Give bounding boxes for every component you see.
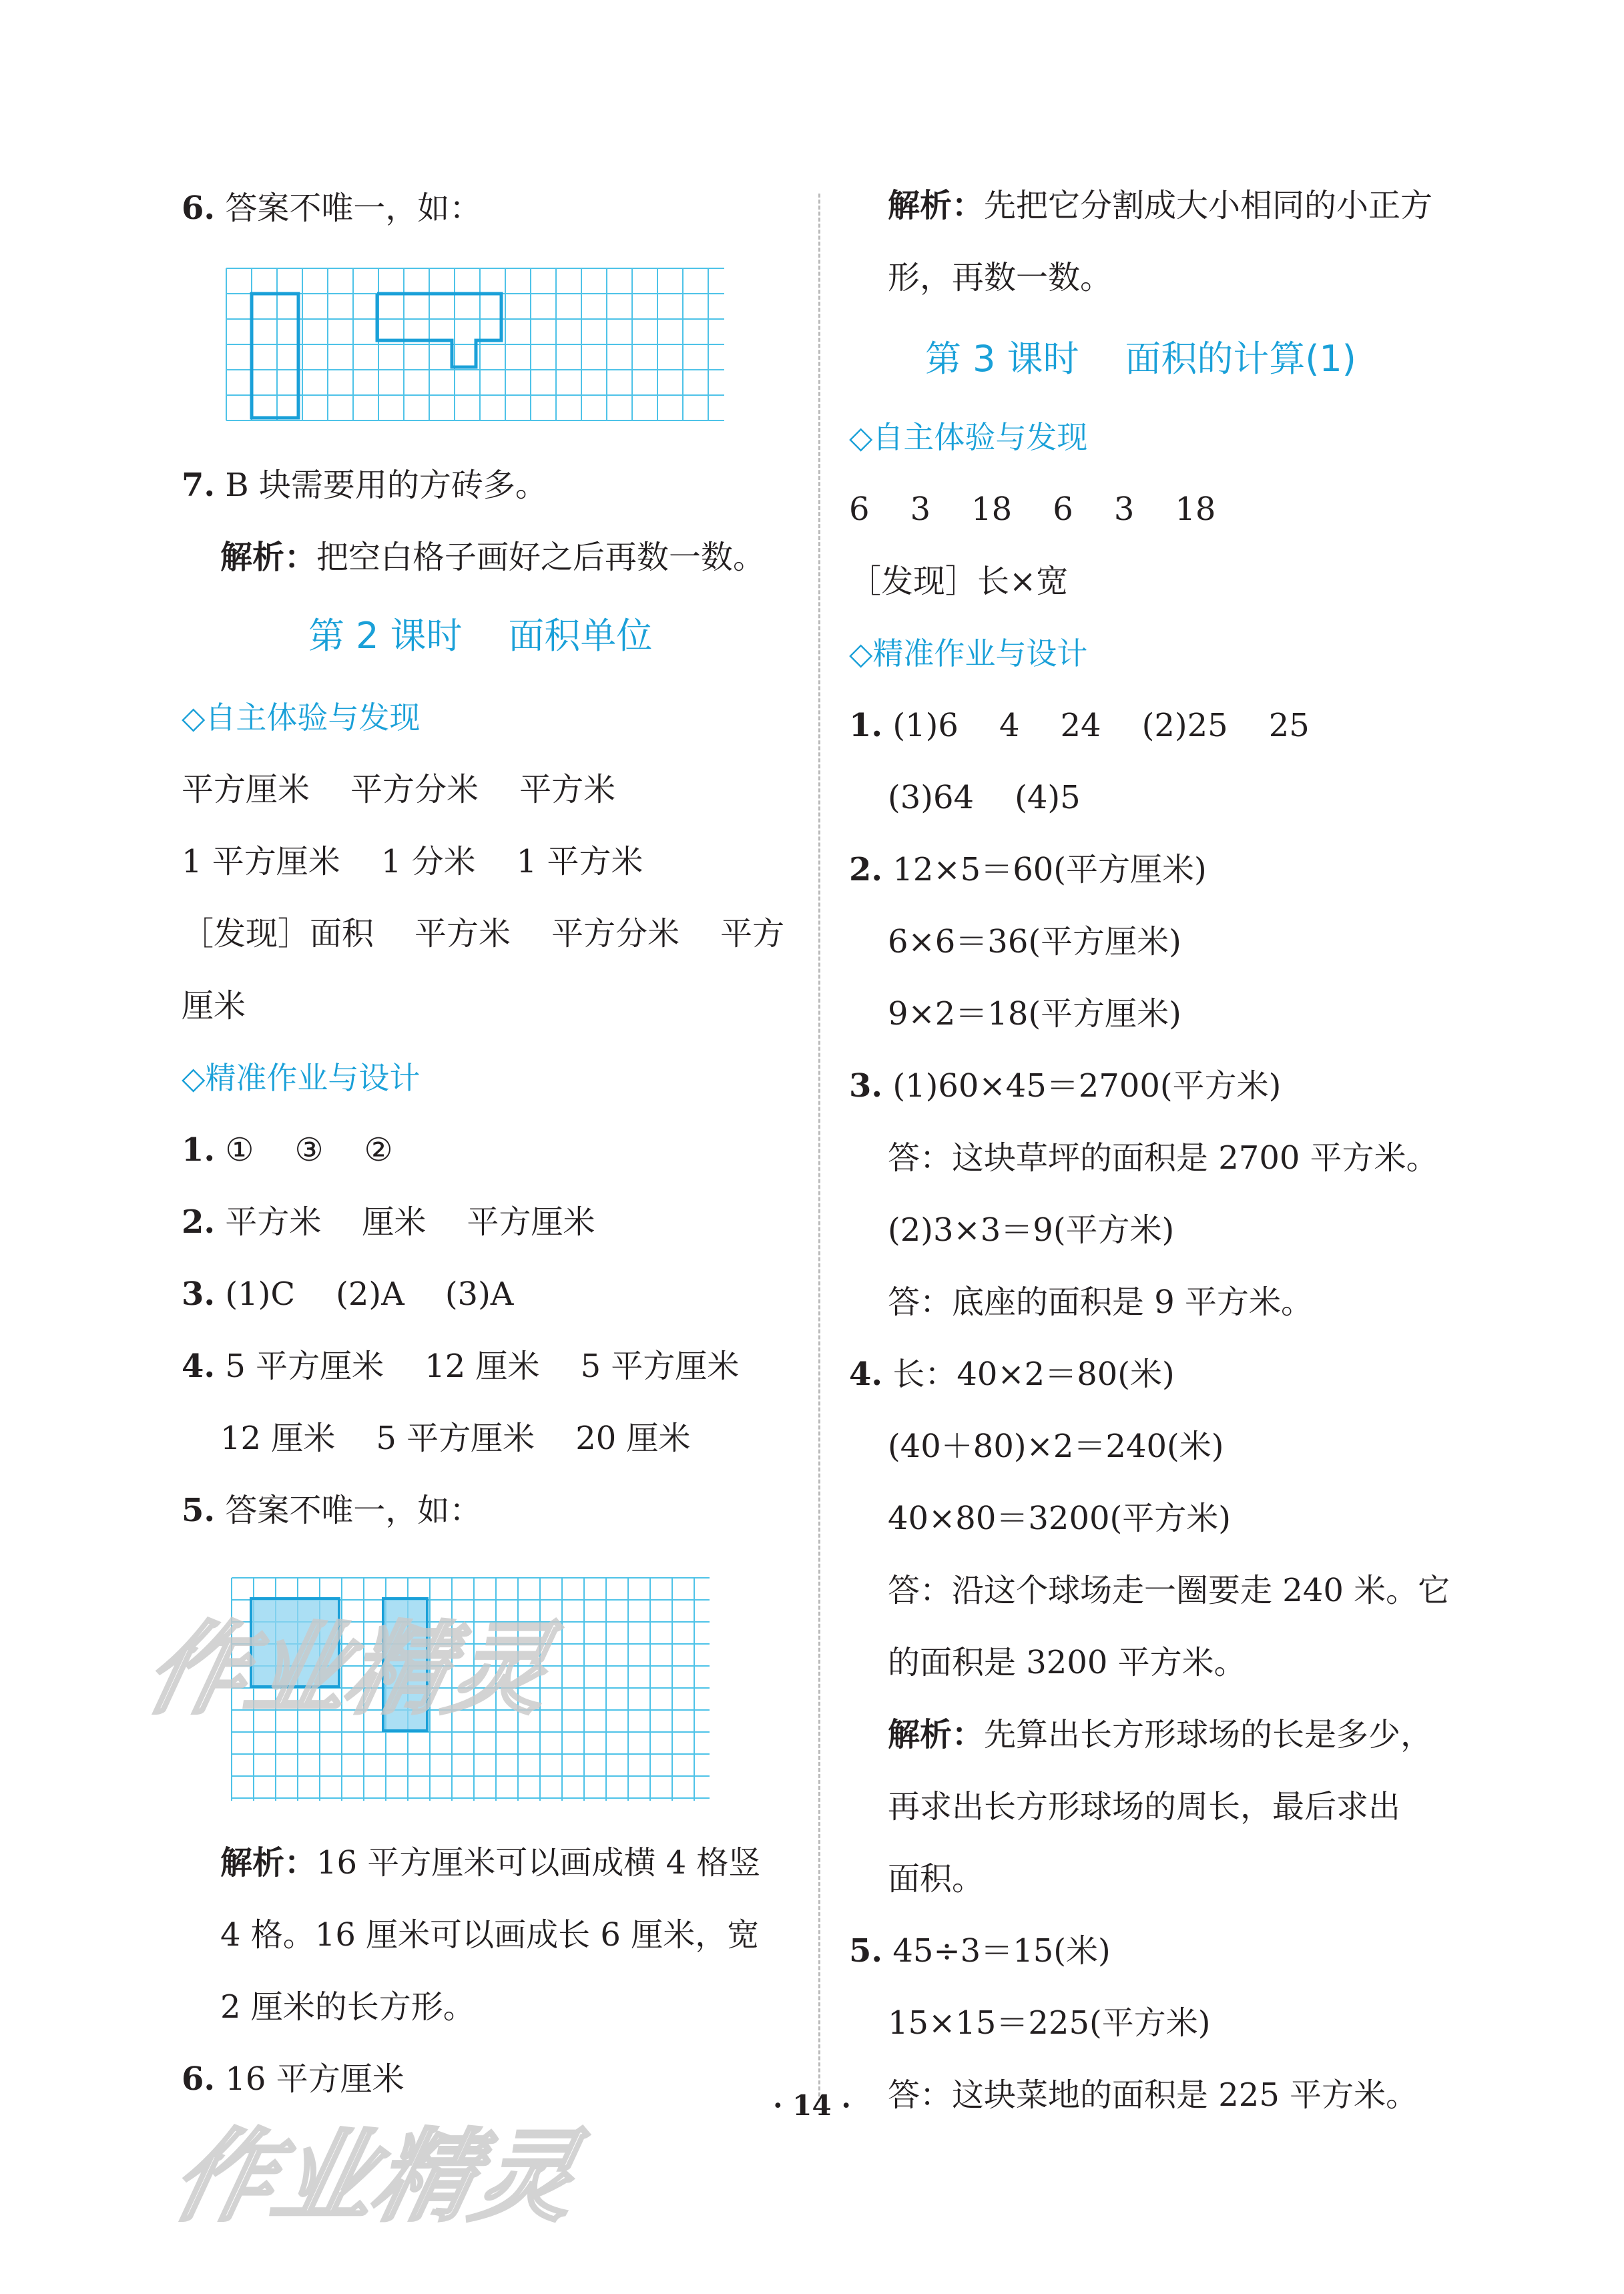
text-line: 40×80＝3200(平方米)	[888, 1500, 1231, 1537]
watermark-logo: 作业精灵	[136, 1612, 561, 1728]
q-text: 5 平方厘米 12 厘米 5 平方厘米	[225, 1348, 740, 1385]
q-text: (1)C (2)A (3)A	[225, 1275, 514, 1313]
q-number: 3.	[849, 1067, 883, 1105]
text-line: 面积。	[888, 1860, 985, 1898]
q-number: 4.	[849, 1356, 883, 1393]
lesson-3-title: 第 3 课时 面积的计算(1)	[925, 338, 1356, 380]
section-heading: ◇精准作业与设计	[849, 635, 1088, 671]
section-heading: ◇自主体验与发现	[849, 419, 1088, 455]
analysis-label: 解析：	[220, 539, 317, 576]
analysis-label: 解析：	[220, 1844, 317, 1882]
text-line: (3)64 (4)5	[888, 779, 1081, 816]
q3-line	[182, 1274, 513, 1314]
text-line: (40＋80)×2＝240(米)	[888, 1428, 1224, 1465]
q-text: 平方米 厘米 平方厘米	[225, 1203, 595, 1241]
q-number: 6.	[182, 190, 216, 227]
page-number: · 14 ·	[773, 2089, 851, 2122]
text-line: 15×15＝225(平方米)	[888, 2004, 1211, 2042]
q4-line	[849, 1354, 1175, 1394]
text-line: 2 厘米的长方形。	[220, 1988, 475, 2026]
analysis-line	[220, 537, 765, 577]
shape-l-shape	[377, 294, 501, 367]
q-text: 45÷3＝15(米)	[892, 1932, 1111, 1970]
analysis-text: 先算出长方形球场的长是多少，	[984, 1716, 1433, 1753]
q-text: 12×5＝60(平方厘米)	[892, 851, 1207, 888]
q-text: 16 平方厘米	[225, 2060, 404, 2098]
q4-line	[182, 1346, 739, 1386]
text-line: 再求出长方形球场的周长，最后求出	[888, 1788, 1401, 1825]
q-number: 2.	[182, 1203, 216, 1241]
watermark-logo: 作业精灵	[162, 2119, 588, 2235]
q-number: 1.	[182, 1131, 216, 1169]
q1-line	[849, 705, 1310, 746]
analysis-text: 16 平方厘米可以画成横 4 格竖	[316, 1844, 761, 1882]
text-line: ［发现］面积 平方米 平方分米 平方	[182, 915, 785, 952]
text-line: 9×2＝18(平方厘米)	[888, 995, 1181, 1033]
q-number: 3.	[182, 1275, 216, 1313]
q-number: 1.	[849, 707, 883, 744]
text-line: 答：底座的面积是 9 平方米。	[888, 1283, 1314, 1321]
shape-rect-vertical	[252, 294, 298, 418]
analysis-line	[888, 186, 1432, 226]
q-number: 6.	[182, 2060, 216, 2098]
q2-line	[849, 850, 1207, 890]
text-line: 12 厘米 5 平方厘米 20 厘米	[220, 1420, 691, 1457]
q-text: (1)60×45＝2700(平方米)	[892, 1067, 1282, 1105]
text-line: 4 格。16 厘米可以画成长 6 厘米，宽	[220, 1916, 760, 1954]
text-line: 6×6＝36(平方厘米)	[888, 923, 1181, 960]
q-number: 4.	[182, 1348, 216, 1385]
analysis-text: 把空白格子画好之后再数一数。	[316, 539, 766, 576]
q-number: 7.	[182, 467, 216, 504]
analysis-line	[220, 1843, 760, 1883]
column-divider	[818, 194, 820, 2102]
q2-line	[182, 1202, 595, 1242]
section-heading: ◇自主体验与发现	[182, 699, 421, 736]
text-line: 答：沿这个球场走一圈要走 240 米。它	[888, 1572, 1450, 1609]
q-text: ① ③ ②	[225, 1131, 393, 1169]
text-line: 平方厘米 平方分米 平方米	[182, 771, 616, 808]
q5-line	[182, 1490, 481, 1530]
analysis-text: 先把它分割成大小相同的小正方	[984, 187, 1433, 224]
q-number: 5.	[849, 1932, 883, 1970]
text-line: 厘米	[182, 987, 246, 1025]
text-line: 答：这块草坪的面积是 2700 平方米。	[888, 1139, 1438, 1177]
q3-line	[849, 1066, 1281, 1106]
q-text: 答案不唯一，如：	[225, 1492, 482, 1529]
q-text: 长：40×2＝80(米)	[892, 1356, 1175, 1393]
text-line: 1 平方厘米 1 分米 1 平方米	[182, 843, 643, 880]
text-line: ［发现］长×宽	[849, 563, 1069, 600]
q-number: 2.	[849, 851, 883, 888]
q7-line	[182, 465, 547, 505]
q-number: 5.	[182, 1492, 216, 1529]
q-text: 答案不唯一，如：	[225, 190, 482, 227]
text-line: 形，再数一数。	[888, 259, 1113, 296]
text-line: 6 3 18 6 3 18	[849, 491, 1216, 528]
q6-line	[182, 188, 481, 228]
analysis-label: 解析：	[888, 187, 985, 224]
q5-line	[849, 1931, 1111, 1971]
section-heading: ◇精准作业与设计	[182, 1060, 421, 1096]
q1-line	[182, 1130, 393, 1170]
analysis-label: 解析：	[888, 1716, 985, 1753]
q-text: B 块需要用的方砖多。	[225, 467, 547, 504]
lesson-2-title: 第 2 课时 面积单位	[308, 615, 653, 657]
grid-figure-q6	[225, 267, 726, 422]
text-line: (2)3×3＝9(平方米)	[888, 1211, 1175, 1249]
q-text: (1)6 4 24 (2)25 25	[892, 707, 1310, 744]
text-line: 的面积是 3200 平方米。	[888, 1644, 1246, 1681]
text-line: 答：这块菜地的面积是 225 平方米。	[888, 2076, 1418, 2114]
analysis-line	[888, 1715, 1432, 1755]
